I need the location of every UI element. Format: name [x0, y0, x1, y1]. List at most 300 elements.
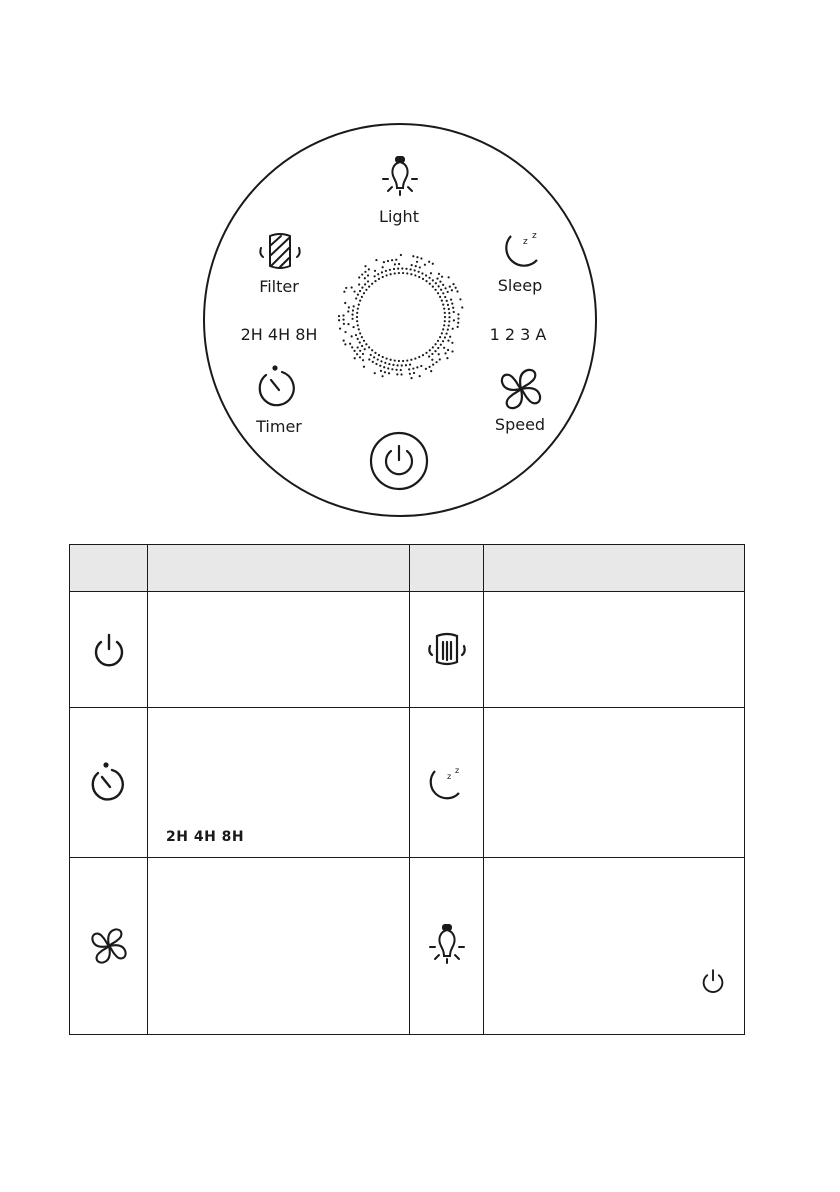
ring-dot: [457, 326, 459, 328]
ring-dot: [393, 268, 395, 270]
table-icon-cell: [70, 592, 148, 708]
ring-dot: [447, 291, 449, 293]
ring-dot: [364, 277, 366, 279]
ring-dot: [405, 364, 407, 366]
ring-dot: [396, 373, 398, 375]
ring-dot: [358, 276, 360, 278]
ring-dot: [356, 316, 358, 318]
ring-dot: [359, 290, 361, 292]
ring-dot: [444, 316, 446, 318]
ring-dot: [374, 372, 376, 374]
ring-dot: [345, 287, 347, 289]
ring-dot: [429, 283, 431, 285]
ring-dot: [351, 286, 353, 288]
ring-dot: [363, 366, 365, 368]
ring-dot: [390, 359, 392, 361]
ring-dot: [409, 373, 411, 375]
ring-dot: [339, 327, 341, 329]
ring-dot: [430, 272, 432, 274]
ring-dot: [402, 272, 404, 274]
ring-dot: [381, 375, 383, 377]
table-header-row: [70, 545, 745, 592]
table-row: [70, 592, 745, 708]
light-label: Light: [379, 207, 419, 226]
ring-dot: [368, 268, 370, 270]
ring-dot: [372, 361, 374, 363]
ring-dot: [384, 362, 386, 364]
ring-dot: [352, 309, 354, 311]
ring-dot: [398, 360, 400, 362]
ring-dot: [451, 350, 453, 352]
table-description-cell: [484, 592, 745, 708]
ring-dot: [353, 350, 355, 352]
ring-dot: [441, 300, 443, 302]
ring-dot: [382, 276, 384, 278]
ring-dot: [448, 320, 450, 322]
table-header-cell: [484, 545, 745, 592]
ring-dot: [441, 276, 443, 278]
ring-dot: [442, 292, 444, 294]
ring-dot: [355, 334, 357, 336]
ring-dot: [375, 259, 377, 261]
ring-dot: [409, 364, 411, 366]
ring-dot: [396, 364, 398, 366]
ring-dot: [453, 319, 455, 321]
ring-dot: [368, 358, 370, 360]
ring-dot: [380, 370, 382, 372]
ring-dot: [388, 363, 390, 365]
ring-dot: [439, 296, 441, 298]
table-header-cell: [148, 545, 410, 592]
ring-dot: [356, 353, 358, 355]
table-description-cell: [148, 592, 410, 708]
ring-dot: [444, 296, 446, 298]
ring-dot: [452, 283, 454, 285]
ring-dot: [453, 311, 455, 313]
ring-dot: [419, 266, 421, 268]
ring-dot: [452, 328, 454, 330]
ring-dot: [388, 372, 390, 374]
ring-dot: [451, 289, 453, 291]
ring-dot: [392, 364, 394, 366]
ring-dot: [410, 377, 412, 379]
svg-text:z: z: [446, 771, 451, 781]
ring-dot: [457, 322, 459, 324]
ring-dot: [430, 370, 432, 372]
ring-dot: [385, 270, 387, 272]
ring-dot: [356, 312, 358, 314]
ring-dot: [382, 266, 384, 268]
ring-dot: [348, 306, 350, 308]
ring-dot: [444, 352, 446, 354]
ring-dot: [394, 263, 396, 265]
ring-dot: [389, 269, 391, 271]
ring-dot: [422, 278, 424, 280]
ring-dot: [375, 363, 377, 365]
ring-dot: [457, 317, 459, 319]
ring-dot: [435, 361, 437, 363]
sleep-icon: [425, 763, 469, 803]
ring-dot: [355, 297, 357, 299]
ring-dot: [342, 314, 344, 316]
ring-dot: [400, 254, 402, 256]
ring-dot: [397, 267, 399, 269]
ring-dot: [368, 346, 370, 348]
ring-dot: [371, 283, 373, 285]
ring-dot: [442, 328, 444, 330]
ring-dot: [343, 339, 345, 341]
table-icon-cell: [70, 858, 148, 1035]
ring-dot: [424, 264, 426, 266]
ring-dot: [391, 368, 393, 370]
table-header-cell: [70, 545, 148, 592]
ring-dot: [368, 286, 370, 288]
ring-dot: [446, 357, 448, 359]
ring-dot: [449, 336, 451, 338]
timer-icon[interactable]: [256, 364, 302, 410]
timer-options: 2H 4H 8H: [240, 325, 318, 344]
ring-dot: [364, 283, 366, 285]
ring-dot: [442, 304, 444, 306]
ring-dot: [359, 341, 361, 343]
ring-dot: [437, 292, 439, 294]
ring-dot: [378, 354, 380, 356]
ring-dot: [432, 286, 434, 288]
ring-dot: [416, 366, 418, 368]
ring-dot: [395, 369, 397, 371]
ring-dot: [440, 289, 442, 291]
ring-dot: [451, 303, 453, 305]
ring-dot: [442, 340, 444, 342]
timer-icon: [89, 761, 129, 805]
ring-dot: [434, 350, 436, 352]
ring-dot: [410, 359, 412, 361]
ring-dot: [431, 353, 433, 355]
table-icon-cell: [70, 708, 148, 858]
ring-dot: [398, 272, 400, 274]
ring-dot: [386, 357, 388, 359]
ring-dot: [367, 280, 369, 282]
light-icon: [427, 924, 467, 968]
ring-dot: [449, 285, 451, 287]
ring-dot: [432, 263, 434, 265]
ring-dot: [361, 273, 363, 275]
ring-dot: [414, 357, 416, 359]
ring-dot: [359, 332, 361, 334]
table-description-cell: [484, 708, 745, 858]
ring-dot: [431, 359, 433, 361]
table-row: [70, 858, 745, 1035]
speed-icon: [89, 926, 129, 966]
ring-dot: [374, 270, 376, 272]
ring-dot: [381, 271, 383, 273]
ring-dot: [439, 336, 441, 338]
ring-dot: [344, 302, 346, 304]
timer-tokens: 2H 4H 8H: [166, 829, 245, 845]
ring-dot: [451, 342, 453, 344]
timer-label: Timer: [256, 417, 302, 436]
ring-dot: [445, 333, 447, 335]
ring-dot: [356, 320, 358, 322]
ring-dot: [386, 274, 388, 276]
ring-dot: [377, 358, 379, 360]
dotted-ring-display: [336, 252, 466, 382]
ring-dot: [410, 268, 412, 270]
ring-dot: [425, 274, 427, 276]
ring-dot: [416, 256, 418, 258]
ring-dot: [401, 267, 403, 269]
ring-dot: [405, 268, 407, 270]
ring-dot: [415, 265, 417, 267]
ring-dot: [377, 273, 379, 275]
ring-dot: [352, 326, 354, 328]
sleep-label: Sleep: [497, 276, 543, 295]
ring-dot: [370, 354, 372, 356]
ring-dot: [421, 272, 423, 274]
ring-dot: [422, 354, 424, 356]
ring-dot: [442, 284, 444, 286]
ring-dot: [342, 319, 344, 321]
ring-dot: [447, 349, 449, 351]
ring-dot: [432, 279, 434, 281]
ring-dot: [411, 264, 413, 266]
ring-dot: [428, 355, 430, 357]
ring-dot: [357, 346, 359, 348]
table-icon-cell: [410, 708, 484, 858]
table-icon-cell: [410, 592, 484, 708]
ring-dot: [402, 360, 404, 362]
speed-label: Speed: [494, 415, 546, 434]
ring-dot: [448, 308, 450, 310]
ring-dot: [338, 319, 340, 321]
ring-dot: [457, 313, 459, 315]
ring-dot: [359, 350, 361, 352]
table-row: [70, 708, 745, 858]
ring-dot: [459, 298, 461, 300]
light-icon[interactable]: [380, 156, 420, 200]
ring-dot: [444, 312, 446, 314]
ring-dot: [391, 259, 393, 261]
ring-dot: [443, 324, 445, 326]
ring-dot: [378, 278, 380, 280]
sleep-icon[interactable]: [499, 228, 545, 272]
speed-icon[interactable]: [498, 366, 544, 412]
table-header-cell: [410, 545, 484, 592]
ring-dot: [365, 343, 367, 345]
ring-dot: [365, 289, 367, 291]
ring-dot: [363, 340, 365, 342]
ring-dot: [343, 323, 345, 325]
ring-dot: [351, 318, 353, 320]
ring-dot: [455, 287, 457, 289]
ring-dot: [448, 276, 450, 278]
ring-dot: [344, 343, 346, 345]
ring-dot: [374, 280, 376, 282]
filter-label: Filter: [259, 277, 299, 296]
ring-dot: [429, 366, 431, 368]
ring-dot: [448, 316, 450, 318]
ring-dot: [461, 306, 463, 308]
table-description-cell: [148, 858, 410, 1035]
ring-dot: [428, 261, 430, 263]
ring-dot: [362, 353, 364, 355]
ring-dot: [347, 310, 349, 312]
ring-dot: [450, 299, 452, 301]
ring-dot: [353, 305, 355, 307]
ring-dot: [410, 273, 412, 275]
ring-dot: [382, 356, 384, 358]
ring-dot: [448, 324, 450, 326]
power-icon: [700, 968, 726, 998]
button-reference-table: [69, 544, 745, 1035]
ring-dot: [448, 312, 450, 314]
ring-dot: [351, 346, 353, 348]
ring-dot: [420, 257, 422, 259]
ring-dot: [394, 272, 396, 274]
filter-icon: [422, 630, 472, 670]
ring-dot: [434, 343, 436, 345]
ring-dot: [349, 343, 351, 345]
ring-dot: [443, 347, 445, 349]
ring-dot: [418, 271, 420, 273]
ring-dot: [436, 277, 438, 279]
ring-dot: [418, 356, 420, 358]
ring-dot: [438, 285, 440, 287]
ring-dot: [357, 338, 359, 340]
ring-dot: [359, 356, 361, 358]
ring-dot: [428, 277, 430, 279]
ring-dot: [359, 300, 361, 302]
ring-dot: [387, 367, 389, 369]
ring-dot: [362, 359, 364, 361]
ring-dot: [416, 261, 418, 263]
ring-dot: [394, 359, 396, 361]
ring-dot: [400, 373, 402, 375]
svg-text:z: z: [454, 765, 459, 775]
ring-dot: [371, 349, 373, 351]
ring-dot: [400, 369, 402, 371]
ring-dot: [383, 261, 385, 263]
ring-dot: [357, 294, 359, 296]
ring-dot: [358, 283, 360, 285]
power-icon: [91, 632, 127, 668]
ring-dot: [379, 365, 381, 367]
ring-dot: [374, 275, 376, 277]
ring-dot: [347, 323, 349, 325]
ring-dot: [419, 375, 421, 377]
ring-dot: [344, 331, 346, 333]
ring-dot: [351, 314, 353, 316]
ring-dot: [361, 287, 363, 289]
ring-dot: [357, 324, 359, 326]
ring-dot: [441, 332, 443, 334]
ring-dot: [414, 269, 416, 271]
ring-dot: [364, 348, 366, 350]
ring-dot: [398, 263, 400, 265]
ring-dot: [447, 340, 449, 342]
ring-dot: [354, 357, 356, 359]
ring-dot: [444, 287, 446, 289]
ring-dot: [447, 329, 449, 331]
ring-dot: [447, 304, 449, 306]
ring-dot: [432, 364, 434, 366]
ring-dot: [357, 308, 359, 310]
ring-dot: [406, 359, 408, 361]
ring-dot: [429, 349, 431, 351]
svg-text:z: z: [523, 237, 528, 247]
ring-dot: [438, 353, 440, 355]
ring-dot: [440, 344, 442, 346]
ring-dot: [439, 280, 441, 282]
ring-dot: [401, 364, 403, 366]
power-button[interactable]: [369, 431, 429, 491]
ring-dot: [343, 291, 345, 293]
ring-dot: [438, 273, 440, 275]
ring-dot: [395, 259, 397, 261]
ring-dot: [364, 265, 366, 267]
ring-dot: [384, 371, 386, 373]
ring-dot: [425, 280, 427, 282]
ring-dot: [444, 336, 446, 338]
ring-dot: [456, 290, 458, 292]
ring-dot: [358, 328, 360, 330]
ring-dot: [418, 276, 420, 278]
ring-dot: [361, 336, 363, 338]
ring-dot: [412, 367, 414, 369]
ring-dot: [420, 365, 422, 367]
ring-dot: [358, 304, 360, 306]
ring-dot: [443, 308, 445, 310]
ring-dot: [374, 352, 376, 354]
ring-dot: [363, 292, 365, 294]
ring-dot: [383, 366, 385, 368]
ring-dot: [351, 335, 353, 337]
ring-dot: [364, 271, 366, 273]
ring-dot: [439, 358, 441, 360]
table-description-cell: [484, 858, 745, 1035]
speed-options: 1 2 3 A: [489, 325, 547, 344]
ring-dot: [437, 347, 439, 349]
ring-dot: [367, 274, 369, 276]
ring-dot: [361, 296, 363, 298]
ring-dot: [408, 368, 410, 370]
ring-dot: [452, 307, 454, 309]
filter-icon[interactable]: [255, 232, 305, 272]
table-description-cell: [148, 708, 410, 858]
ring-dot: [437, 340, 439, 342]
ring-dot: [412, 255, 414, 257]
ring-dot: [390, 273, 392, 275]
ring-dot: [380, 360, 382, 362]
ring-dot: [361, 345, 363, 347]
ring-dot: [414, 274, 416, 276]
ring-dot: [373, 356, 375, 358]
ring-dot: [338, 315, 340, 317]
ring-dot: [387, 260, 389, 262]
ring-dot: [425, 352, 427, 354]
ring-dot: [435, 282, 437, 284]
ring-dot: [432, 346, 434, 348]
ring-dot: [406, 272, 408, 274]
ring-dot: [444, 320, 446, 322]
ring-dot: [353, 290, 355, 292]
ring-dot: [434, 289, 436, 291]
ring-dot: [446, 300, 448, 302]
table-icon-cell: [410, 858, 484, 1035]
ring-dot: [413, 372, 415, 374]
svg-text:z: z: [532, 231, 537, 241]
ring-dot: [425, 368, 427, 370]
